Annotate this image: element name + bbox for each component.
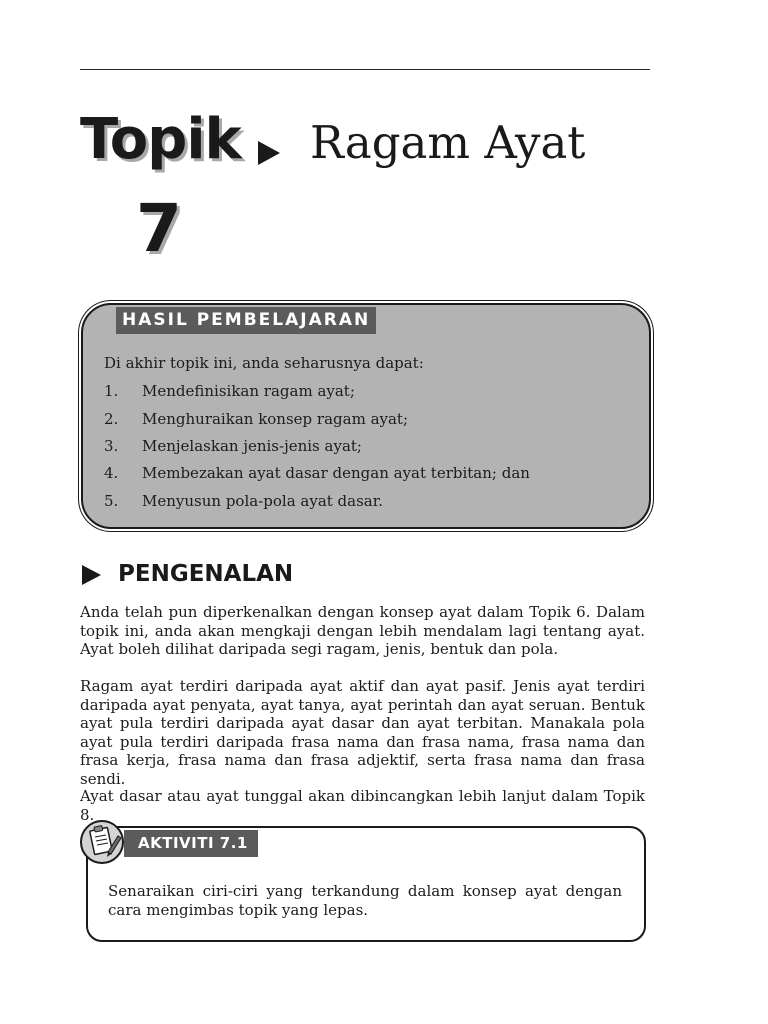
section-heading: PENGENALAN [118, 561, 294, 587]
learning-outcomes-intro: Di akhir topik ini, anda seharusnya dapat: [104, 354, 424, 372]
outcome-text: Menghuraikan konsep ragam ayat; [142, 410, 409, 428]
paragraph: Anda telah pun diperkenalkan dengan konsep ayat dalam Topik 6. Dalam topik ini, anda akan mengkaji dengan lebih mendalam lagi tentang ayat. Ayat boleh dilihat daripada segi ragam, jenis, bentuk dan pola. [80, 603, 645, 659]
activity-text: Senaraikan ciri-ciri yang terkandung dalam konsep ayat dengan cara mengimbas topik yang lepas. [108, 882, 622, 919]
outcome-number: 1. [104, 382, 119, 400]
topic-arrow-icon [258, 141, 280, 165]
outcome-number: 4. [104, 464, 119, 482]
activity-label: AKTIVITI 7.1 [124, 830, 258, 857]
paragraph: Ayat dasar atau ayat tunggal akan dibincangkan lebih lanjut dalam Topik 8. [80, 787, 645, 824]
outcome-text: Menyusun pola-pola ayat dasar. [142, 492, 384, 510]
outcome-text: Menjelaskan jenis-jenis ayat; [142, 437, 362, 455]
paragraph: Ragam ayat terdiri daripada ayat aktif dan ayat pasif. Jenis ayat terdiri daripada ayat penyata, ayat tanya, ayat perintah dan ayat seruan. Bentuk ayat pula terdiri daripada ayat dasar dan ayat terbitan. Manakala pola ayat pula terdiri daripada frasa nama dan frasa nama, frasa nama dan frasa kerja, frasa nama dan frasa adjektif, serta frasa nama dan frasa sendi. [80, 677, 645, 788]
learning-outcomes-label: HASIL PEMBELAJARAN [116, 307, 376, 334]
top-rule [80, 69, 650, 70]
topic-word: Topik [80, 107, 241, 172]
outcome-text: Mendefinisikan ragam ayat; [142, 382, 355, 400]
outcome-number: 2. [104, 410, 119, 428]
topic-title: Ragam Ayat [310, 116, 586, 169]
outcome-number: 5. [104, 492, 119, 510]
outcome-text: Membezakan ayat dasar dengan ayat terbitan; dan [142, 464, 530, 482]
section-arrow-icon [82, 565, 101, 585]
clipboard-pencil-icon [78, 818, 126, 866]
topic-number: 7 [136, 190, 182, 267]
outcome-number: 3. [104, 437, 119, 455]
